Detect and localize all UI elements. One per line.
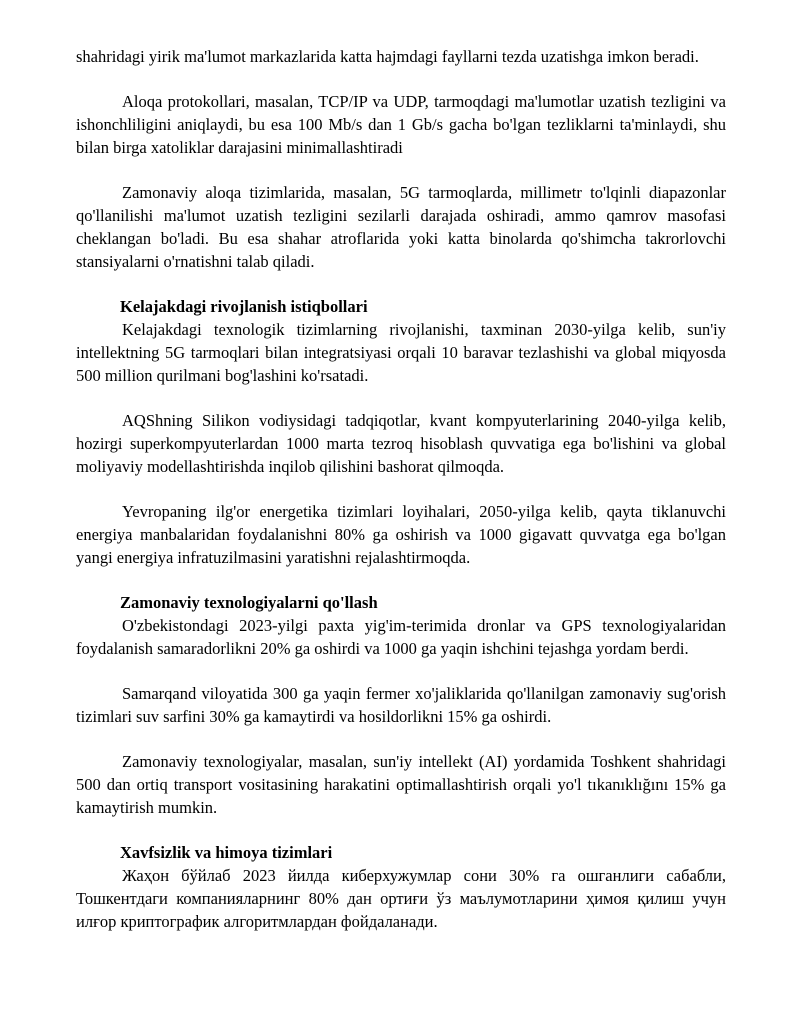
section-heading-modern-tech: Zamonaviy texnologiyalarni qo'llash <box>120 593 378 612</box>
paragraph-silicon-valley: AQShning Silikon vodiysidagi tadqiqotlar, kvant kompyuterlarining 2040-yilga kelib, hozirgi superkompyuterlardan 1000 marta tezroq hisoblash quvvatiga ega bo'lishini va global moliyaviy modellashtirishda inqilob qilishini bashorat qilmoqda. <box>76 411 726 476</box>
paragraph-tashkent-ai: Zamonaviy texnologiyalar, masalan, sun'iy intellekt (AI) yordamida Toshkent shahridagi 500 dan ortiq transport vositasining harakatini optimallashtirish orqali yo'l tıkanıklığını 15% ga kamaytirish mumkin. <box>76 752 726 817</box>
document-page <box>76 45 726 933</box>
paragraph-cyberattacks: Жаҳон бўйлаб 2023 йилда киберхужумлар сони 30% га ошганлиги сабабли, Тошкентдаги компанияларнинг 80% дан ортиғи ўз маълумотларини ҳимоя қилиш учун илғор криптографик алгоритмлардан фойдаланади. <box>76 866 726 931</box>
paragraph-future-tech: Kelajakdagi texnologik tizimlarning rivojlanishi, taxminan 2030-yilga kelib, sun'iy intellektning 5G tarmoqlari bilan integratsiyasi orqali 10 baravar tezlashishi va global miqyosda 500 million qurilmani bog'lashini ko'rsatadi. <box>76 320 726 385</box>
paragraph-samarkand-irrigation: Samarqand viloyatida 300 ga yaqin fermer xo'jaliklarida qo'llanilgan zamonaviy sug'orish tizimlari suv sarfini 30% ga kamaytirdi va hosildorlikni 15% ga oshirdi. <box>76 684 726 726</box>
paragraph-uzbekistan-cotton: O'zbekistondagi 2023-yilgi paxta yig'im-terimida dronlar va GPS texnologiyalaridan foydalanish samaradorlikni 20% ga oshirdi va 1000 ga yaqin ishchini tejashga yordam berdi. <box>76 616 726 658</box>
section-heading-security: Xavfsizlik va himoya tizimlari <box>120 843 333 862</box>
section-heading-future: Kelajakdagi rivojlanish istiqbollari <box>120 297 368 316</box>
paragraph-protocols: Aloqa protokollari, masalan, TCP/IP va UDP, tarmoqdagi ma'lumotlar uzatish tezligini va ishonchliligini aniqlaydi, bu esa 100 Mb/s dan 1 Gb/s gacha bo'lgan tezliklarni ta'minlaydi, shu bilan birga xatoliklar darajasini minimallashtiradi <box>76 92 726 157</box>
paragraph-continuation: shahridagi yirik ma'lumot markazlarida katta hajmdagi fayllarni tezda uzatishga imkon beradi. <box>76 47 699 66</box>
paragraph-europe-energy: Yevropaning ilg'or energetika tizimlari loyihalari, 2050-yilga kelib, qayta tiklanuvchi energiya manbalaridan foydalanishni 80% ga oshirish va 1000 gigavatt quvvatga ega bo'lgan yangi energiya infratuzilmasini yaratishni rejalashtirmoqda. <box>76 502 726 567</box>
paragraph-5g: Zamonaviy aloqa tizimlarida, masalan, 5G tarmoqlarda, millimetr to'lqinli diapazonlar qo'llanilishi ma'lumot uzatish tezligini sezilarli darajada oshiradi, ammo qamrov masofasi cheklangan bo'ladi. Bu esa shahar atroflarida yoki katta binolarda qo'shimcha takrorlovchi stansiyalarni o'rnatishni talab qiladi. <box>76 183 726 271</box>
